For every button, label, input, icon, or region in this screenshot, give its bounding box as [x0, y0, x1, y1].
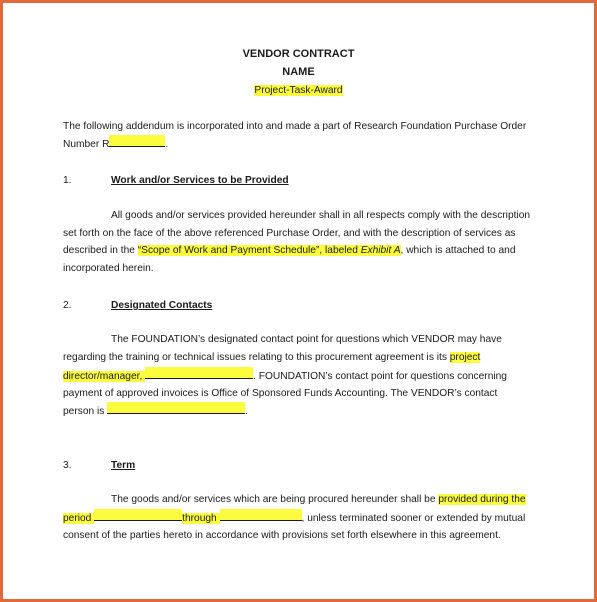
s3-l1-prefix: The goods and/or services which are being procured hereunder shall be [111, 494, 439, 505]
through-highlight: through [182, 513, 220, 524]
section-1-heading: Work and/or Services to be Provided [111, 175, 289, 186]
s2-l5-suffix: . [245, 406, 249, 417]
intro-line-2 [63, 135, 168, 154]
project-task-award: Project-Task-Award [254, 85, 343, 96]
scope-text: “Scope of Work and Payment Schedule”, labeled [137, 245, 361, 256]
project-line [0, 82, 597, 100]
s3-l2-suffix: , unless terminated sooner or extended by mutual [301, 513, 526, 524]
section-1-line-2: set forth on the face of the above referenced Purchase Order, and with the description of services as [63, 228, 516, 239]
section-3-number: 3. [63, 460, 72, 471]
section-2-number: 2. [63, 300, 72, 311]
s2-l5-prefix: person is [63, 406, 108, 417]
director-manager-highlight: director/manager, [63, 371, 146, 382]
section-3-line-1 [111, 491, 526, 509]
section-2-heading: Designated Contacts [111, 300, 213, 311]
section-2-line-3 [63, 367, 507, 386]
contact-person-blank[interactable] [107, 402, 245, 414]
document-subtitle: NAME [282, 66, 315, 78]
section-2-line-5 [63, 402, 248, 421]
section-2-line-1: The FOUNDATION’s designated contact point for questions which VENDOR may have [111, 334, 502, 345]
period-end-blank[interactable] [220, 509, 302, 521]
document-title: VENDOR CONTRACT [242, 48, 355, 60]
s1-l3-suffix: , which is attached to and [400, 245, 516, 256]
section-1-line-4: incorporated herein. [63, 263, 154, 274]
intro-line-1: The following addendum is incorporated into and made a part of Research Foundation Purchase Order [63, 121, 527, 132]
section-1-line-3 [63, 242, 516, 260]
intro-number-prefix: Number R [63, 139, 110, 150]
project-highlight: project [449, 352, 481, 363]
director-manager-blank[interactable] [145, 367, 253, 379]
section-3-heading: Term [111, 460, 136, 471]
section-1-number: 1. [63, 175, 72, 186]
period-start-blank[interactable] [94, 509, 182, 521]
s2-l2-prefix: regarding the training or technical issues relating to this procurement agreement is its [63, 352, 450, 363]
section-3-line-2 [63, 509, 525, 528]
exhibit-a: Exhibit A [360, 245, 401, 256]
section-2-line-2 [63, 349, 480, 367]
s1-l3-prefix: described in the [63, 245, 138, 256]
po-number-blank[interactable] [109, 135, 165, 147]
section-2-line-4: payment of approved invoices is Office of Sponsored Funds Accounting. The VENDOR’s contact [63, 388, 498, 399]
section-3-line-3: consent of the parties hereto in accordance with provisions set forth elsewhere in this agreement. [63, 530, 501, 541]
provided-during-highlight: provided during the [438, 494, 526, 505]
section-1-line-1: All goods and/or services provided hereunder shall in all respects comply with the description [111, 210, 531, 221]
period-highlight: period [63, 513, 95, 524]
intro-number-suffix: . [165, 139, 169, 150]
s2-l3-suffix: . FOUNDATION’s contact point for questions concerning [253, 371, 507, 382]
scope-of-work-highlight [138, 245, 401, 256]
